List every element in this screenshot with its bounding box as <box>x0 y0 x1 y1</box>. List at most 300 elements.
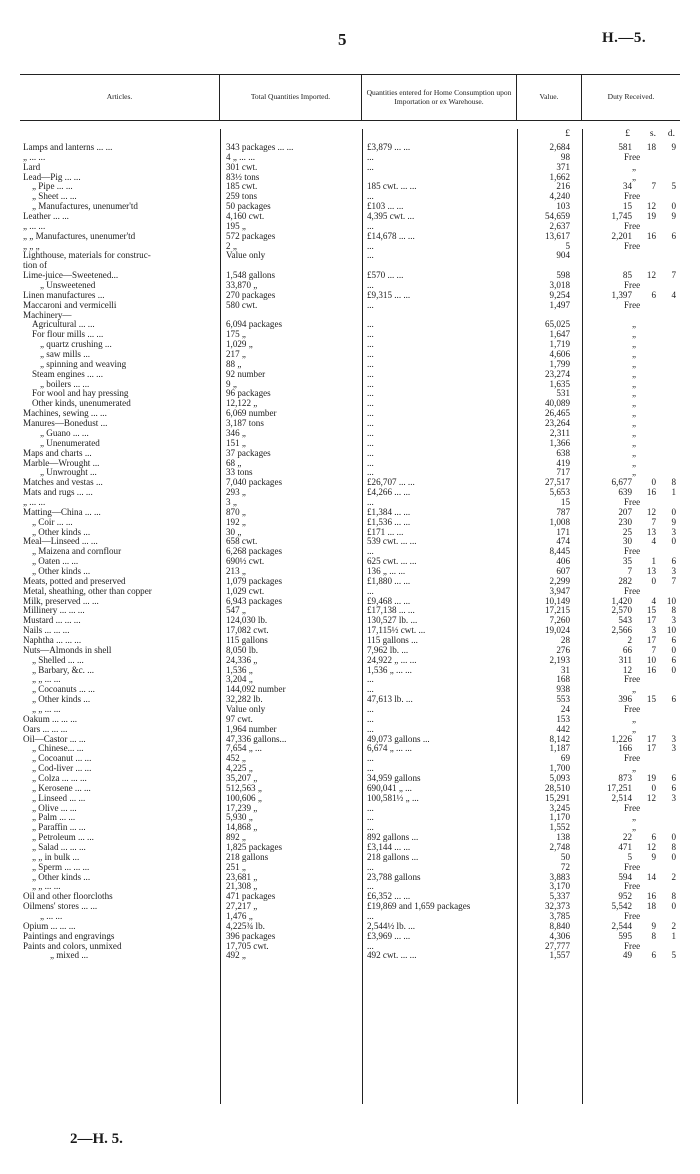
total-quantity-cell: 217 „ <box>226 350 246 360</box>
duty-note: Free <box>624 241 641 251</box>
duty-pence: 2 <box>671 921 676 931</box>
value-cell: 1,647 <box>549 330 570 340</box>
duty-shillings: 6 <box>651 951 656 961</box>
duty-pounds: 15 <box>622 202 632 212</box>
total-quantity-cell: 1,964 number <box>226 724 277 734</box>
home-consumption-cell <box>362 261 517 271</box>
duty-pounds: 66 <box>622 645 632 655</box>
duty-shillings: 15 <box>646 606 656 616</box>
total-quantity-cell: 251 „ <box>226 862 246 872</box>
table-row <box>20 409 680 419</box>
duty-cell <box>582 320 680 330</box>
article-cell: Leather ... ... <box>23 212 69 222</box>
total-quantity-cell: 1,029 „ <box>226 340 253 350</box>
duty-note: „ <box>632 468 637 478</box>
duty-shillings: 0 <box>651 478 656 488</box>
article-cell: „ Other kinds ... <box>32 695 91 705</box>
article-cell: Meal—Linseed ... ... <box>23 537 98 547</box>
duty-pounds: 5 <box>627 852 632 862</box>
duty-cell <box>582 567 680 577</box>
article-cell: „ Other kinds ... <box>32 527 91 537</box>
article-cell: Steam engines ... ... <box>32 369 103 379</box>
duty-pence: 8 <box>671 606 676 616</box>
total-quantity-cell: 259 tons <box>226 192 258 202</box>
article-cell: Oars ... ... ... <box>23 724 68 734</box>
duty-cell <box>582 389 680 399</box>
value-cell: 1,187 <box>549 744 570 754</box>
duty-shillings: 1 <box>651 557 656 567</box>
home-consumption-cell: ... <box>367 685 374 695</box>
duty-cell <box>582 823 680 833</box>
duty-shillings: 9 <box>651 852 656 862</box>
duty-cell <box>582 330 680 340</box>
home-consumption-cell: ... <box>367 162 374 172</box>
duty-pounds: 2,201 <box>611 231 632 241</box>
total-quantity-cell: 218 gallons <box>226 852 269 862</box>
duty-cell <box>582 173 680 183</box>
value-cell: 28,510 <box>544 783 570 793</box>
duty-note: Free <box>624 497 641 507</box>
value-cell: 168 <box>556 675 570 685</box>
duty-cell <box>582 419 680 429</box>
article-cell: „ Petroleum ... ... <box>32 833 94 843</box>
value-cell: 24 <box>560 704 570 714</box>
table-row <box>20 370 680 380</box>
total-quantity-cell: 1,476 „ <box>226 912 253 922</box>
article-cell: „ Palm ... ... <box>32 813 76 823</box>
duty-pence: 3 <box>671 566 676 576</box>
value-cell: 1,557 <box>549 951 570 961</box>
article-cell: Metal, sheathing, other than copper <box>23 586 152 596</box>
value-cell: 717 <box>556 468 570 478</box>
table-row <box>20 518 680 528</box>
total-quantity-cell: 270 packages <box>226 290 276 300</box>
value-cell: 13,617 <box>544 231 570 241</box>
value-cell: 1,497 <box>549 300 570 310</box>
home-consumption-cell: ... <box>367 330 374 340</box>
table-row <box>20 912 680 922</box>
value-cell: 50 <box>560 852 570 862</box>
article-cell: For flour mills ... ... <box>32 330 104 340</box>
duty-pence-unit: d. <box>667 129 675 139</box>
table-row <box>20 606 680 616</box>
table-row <box>20 537 680 547</box>
duty-pounds: 2 <box>627 635 632 645</box>
home-consumption-cell: 49,073 gallons ... <box>367 734 430 744</box>
duty-pounds: 35 <box>622 557 632 567</box>
duty-pence: 0 <box>671 507 676 517</box>
duty-cell <box>582 656 680 666</box>
article-cell: Agricultural ... ... <box>32 320 95 330</box>
table-row <box>20 508 680 518</box>
home-consumption-cell: 218 gallons ... <box>367 852 419 862</box>
duty-pounds: 2,566 <box>611 626 632 636</box>
value-cell: 40,089 <box>544 399 570 409</box>
duty-pounds: 5,542 <box>611 902 632 912</box>
total-quantity-cell: 2 „ <box>226 241 237 251</box>
table-row <box>20 360 680 370</box>
value-cell: 32,373 <box>544 902 570 912</box>
value-cell <box>517 261 582 271</box>
duty-cell <box>582 942 680 952</box>
home-consumption-cell <box>362 311 517 321</box>
duty-note: „ <box>632 813 637 823</box>
home-consumption-cell: £4,266 ... ... <box>367 488 411 498</box>
article-cell: Matches and vestas ... <box>23 478 103 488</box>
value-cell: 23,264 <box>544 419 570 429</box>
table-row <box>20 439 680 449</box>
home-consumption-cell: ... <box>367 764 374 774</box>
header-value: Value. <box>517 75 582 120</box>
value-cell: 153 <box>556 714 570 724</box>
table-row <box>20 784 680 794</box>
total-quantity-cell: 512,563 „ <box>226 783 262 793</box>
table-row <box>20 528 680 538</box>
total-quantity-cell: 3,187 tons <box>226 419 264 429</box>
duty-cell <box>582 547 680 557</box>
duty-pence: 8 <box>671 843 676 853</box>
duty-shillings: 19 <box>646 212 656 222</box>
duty-note: Free <box>624 862 641 872</box>
duty-cell <box>582 459 680 469</box>
duty-note: Free <box>624 281 641 291</box>
value-cell: 2,311 <box>549 428 570 438</box>
table-row <box>20 636 680 646</box>
duty-pounds: 34 <box>622 182 632 192</box>
table-row <box>20 626 680 636</box>
value-cell: 8,445 <box>549 547 570 557</box>
article-cell: „ mixed ... <box>50 951 89 961</box>
table-row <box>20 695 680 705</box>
article-cell: Maccaroni and vermicelli <box>23 300 117 310</box>
duty-cell <box>582 182 680 192</box>
total-quantity-cell: Value only <box>226 251 266 261</box>
article-cell: Oil—Castor ... ... <box>23 734 86 744</box>
value-cell: 938 <box>556 685 570 695</box>
table-row <box>20 873 680 883</box>
header-articles: Articles. <box>20 75 220 120</box>
duty-shillings: 7 <box>651 517 656 527</box>
duty-shillings-unit: s. <box>649 129 656 139</box>
total-quantity-cell: 4,225 „ <box>226 764 253 774</box>
table-row <box>20 675 680 685</box>
value-cell: 1,366 <box>549 438 570 448</box>
home-consumption-cell: 625 cwt. ... ... <box>367 557 417 567</box>
value-cell: 19,024 <box>544 626 570 636</box>
duty-note: „ <box>632 389 637 399</box>
duty-cell <box>582 508 680 518</box>
duty-shillings: 16 <box>646 488 656 498</box>
article-cell: „ ... ... <box>23 152 46 162</box>
duty-cell <box>582 794 680 804</box>
value-cell: 638 <box>556 448 570 458</box>
table-row <box>20 498 680 508</box>
value-cell: 3,883 <box>549 872 570 882</box>
duty-cell <box>582 833 680 843</box>
article-cell: Nuts—Almonds in shell <box>23 645 112 655</box>
home-consumption-cell: ... <box>367 912 374 922</box>
value-cell: 3,018 <box>549 281 570 291</box>
duty-pounds: 543 <box>618 616 632 626</box>
duty-note: Free <box>624 547 641 557</box>
duty-cell <box>582 202 680 212</box>
duty-cell <box>582 735 680 745</box>
article-cell: Lighthouse, materials for construc- <box>23 251 151 261</box>
table-row <box>20 774 680 784</box>
duty-shillings: 3 <box>651 626 656 636</box>
duty-pounds: 166 <box>618 744 632 754</box>
duty-pence: 0 <box>671 665 676 675</box>
duty-pence: 10 <box>666 626 676 636</box>
total-quantity-cell: 27,217 „ <box>226 902 258 912</box>
table-row <box>20 311 680 321</box>
duty-pence: 6 <box>671 783 676 793</box>
table-row <box>20 823 680 833</box>
value-cell: 5,337 <box>549 892 570 902</box>
home-consumption-cell: £6,352 ... ... <box>367 892 411 902</box>
value-cell: 4,240 <box>549 192 570 202</box>
duty-pounds: 12 <box>622 665 632 675</box>
home-consumption-cell: ... <box>367 300 374 310</box>
duty-pounds: 7 <box>627 566 632 576</box>
article-cell: Maps and charts ... <box>23 448 92 458</box>
total-quantity-cell: 30 „ <box>226 527 242 537</box>
home-consumption-cell: 24,922 „ ... ... <box>367 655 417 665</box>
value-cell <box>517 311 582 321</box>
table-row <box>20 202 680 212</box>
home-consumption-cell: 17,115½ cwt. ... <box>367 626 426 636</box>
total-quantity-cell: 12,122 „ <box>226 399 258 409</box>
duty-cell <box>582 912 680 922</box>
total-quantity-cell: 97 cwt. <box>226 714 253 724</box>
duty-pence: 8 <box>671 892 676 902</box>
table-row <box>20 429 680 439</box>
article-cell: „ Unwrought ... <box>40 468 97 478</box>
home-consumption-cell: £3,144 ... ... <box>367 843 411 853</box>
value-cell: 5 <box>565 241 570 251</box>
article-cell: „ quartz crushing ... <box>40 340 112 350</box>
article-cell: „ „ ... ... <box>32 704 61 714</box>
duty-cell <box>582 843 680 853</box>
article-cell: „ Shelled ... ... <box>32 655 84 665</box>
table-row <box>20 656 680 666</box>
duty-shillings: 16 <box>646 892 656 902</box>
total-quantity-cell: 17,082 cwt. <box>226 626 269 636</box>
total-quantity-cell: 9 „ <box>226 379 237 389</box>
home-consumption-cell: ... <box>367 409 374 419</box>
duty-shillings: 6 <box>651 290 656 300</box>
table-row <box>20 488 680 498</box>
duty-cell <box>582 153 680 163</box>
article-cell: „ Sheet ... ... <box>32 192 77 202</box>
duty-cell <box>582 528 680 538</box>
duty-cell <box>582 271 680 281</box>
duty-note: Free <box>624 675 641 685</box>
duty-note: „ <box>632 359 637 369</box>
home-consumption-cell: 539 cwt. ... ... <box>367 537 417 547</box>
total-quantity-cell: 50 packages <box>226 202 271 212</box>
duty-pence: 0 <box>671 645 676 655</box>
value-cell: 31 <box>560 665 570 675</box>
table-row <box>20 281 680 291</box>
duty-shillings: 8 <box>651 931 656 941</box>
duty-pounds: 207 <box>618 507 632 517</box>
home-consumption-cell: ... <box>367 754 374 764</box>
value-cell: 8,142 <box>549 734 570 744</box>
duty-cell <box>582 429 680 439</box>
value-cell: 54,659 <box>544 212 570 222</box>
home-consumption-cell: £1,536 ... ... <box>367 517 411 527</box>
duty-note: „ <box>632 409 637 419</box>
duty-cell <box>582 163 680 173</box>
home-consumption-cell: ... <box>367 448 374 458</box>
duty-cell <box>582 311 680 321</box>
value-cell: 598 <box>556 271 570 281</box>
total-quantity-cell: 68 „ <box>226 458 242 468</box>
duty-note: Free <box>624 941 641 951</box>
duty-pence: 8 <box>671 478 676 488</box>
table-row <box>20 833 680 843</box>
header-total-quantities: Total Quantities Imported. <box>220 75 362 120</box>
duty-pence: 0 <box>671 537 676 547</box>
home-consumption-cell: ... <box>367 379 374 389</box>
article-cell: „ Linseed ... ... <box>32 793 86 803</box>
value-cell: 607 <box>556 566 570 576</box>
article-cell: Paintings and engravings <box>23 931 115 941</box>
duty-pounds: 581 <box>618 143 632 152</box>
table-row <box>20 459 680 469</box>
duty-cell <box>582 715 680 725</box>
table-row <box>20 902 680 912</box>
value-cell: 406 <box>556 557 570 567</box>
duty-pence: 3 <box>671 527 676 537</box>
table-row <box>20 942 680 952</box>
home-consumption-cell: £3,969 ... ... <box>367 931 411 941</box>
duty-pence: 2 <box>671 872 676 882</box>
table-row <box>20 813 680 823</box>
table-row <box>20 744 680 754</box>
page-number: 5 <box>338 30 347 49</box>
home-consumption-cell: £103 ... ... <box>367 202 404 212</box>
value-cell: 1,552 <box>549 823 570 833</box>
duty-shillings: 16 <box>646 665 656 675</box>
duty-cell <box>582 902 680 912</box>
total-quantity-cell: 24,336 „ <box>226 655 258 665</box>
table-row <box>20 251 680 261</box>
duty-cell <box>582 744 680 754</box>
duty-cell <box>582 626 680 636</box>
home-consumption-cell: ... <box>367 547 374 557</box>
duty-note: Free <box>624 300 641 310</box>
article-cell: „ Olive ... ... <box>32 803 77 813</box>
table-row <box>20 182 680 192</box>
home-consumption-cell: £9,468 ... ... <box>367 596 411 606</box>
duty-note: „ <box>632 350 637 360</box>
home-consumption-cell: ... <box>367 192 374 202</box>
duty-shillings: 19 <box>646 774 656 783</box>
duty-pence: 6 <box>671 557 676 567</box>
home-consumption-cell: ... <box>367 320 374 330</box>
total-quantity-cell: 175 „ <box>226 330 246 340</box>
duty-pounds: 17,251 <box>606 783 632 793</box>
value-unit: £ <box>565 129 570 139</box>
total-quantity-cell: 7,654 „ ... <box>226 744 262 754</box>
duty-shillings: 15 <box>646 695 656 705</box>
duty-pence: 4 <box>671 290 676 300</box>
duty-pence: 3 <box>671 744 676 754</box>
table-row <box>20 577 680 587</box>
duty-cell <box>582 695 680 705</box>
home-consumption-cell: 4,395 cwt. ... <box>367 212 415 222</box>
article-cell: „ Barbary, &c. ... <box>32 665 95 675</box>
article-cell: „ Sperm ... ... ... <box>32 862 90 872</box>
total-quantity-cell: 47,336 gallons... <box>226 734 287 744</box>
total-quantity-cell: 4,225¾ lb. <box>226 921 265 931</box>
value-cell: 8,840 <box>549 921 570 931</box>
value-cell: 216 <box>556 182 570 192</box>
table-row <box>20 666 680 676</box>
table-row <box>20 222 680 232</box>
duty-cell <box>582 873 680 883</box>
article-cell: „ Salad ... ... ... <box>32 843 86 853</box>
duty-shillings: 4 <box>651 596 656 606</box>
article-cell: „ Pipe ... ... <box>32 182 73 192</box>
total-quantity-cell: 124,030 lb. <box>226 616 268 626</box>
duty-note: Free <box>624 882 641 892</box>
total-quantity-cell: 88 „ <box>226 359 242 369</box>
article-cell: „ Other kinds ... <box>32 872 91 882</box>
duty-pence: 7 <box>671 576 676 586</box>
duty-note: „ <box>632 714 637 724</box>
duty-pence: 9 <box>671 143 676 152</box>
currency-units-row <box>20 129 680 143</box>
article-cell: Milk, preserved ... ... <box>23 596 99 606</box>
duty-shillings: 7 <box>651 645 656 655</box>
article-cell: For wool and hay pressing <box>32 389 129 399</box>
duty-pounds: 2,570 <box>611 606 632 616</box>
duty-shillings: 0 <box>651 783 656 793</box>
home-consumption-cell: 6,674 „ ... ... <box>367 744 412 754</box>
table-row <box>20 547 680 557</box>
table-row <box>20 951 680 961</box>
table-row <box>20 616 680 626</box>
total-quantity-cell: Value only <box>226 704 266 714</box>
total-quantity-cell: 6,943 packages <box>226 596 283 606</box>
article-cell: Lamps and lanterns ... ... <box>23 143 113 152</box>
total-quantity-cell: 115 gallons <box>226 635 268 645</box>
duty-note: „ <box>632 458 637 468</box>
duty-pence: 1 <box>671 488 676 498</box>
home-consumption-cell: ... <box>367 823 374 833</box>
value-cell: 531 <box>556 389 570 399</box>
table-row <box>20 330 680 340</box>
value-cell: 7,260 <box>549 616 570 626</box>
duty-shillings: 13 <box>646 566 656 576</box>
duty-cell <box>582 951 680 961</box>
duty-shillings: 13 <box>646 527 656 537</box>
article-cell: „ Unenumerated <box>40 438 100 448</box>
duty-note: „ <box>632 419 637 429</box>
value-cell: 72 <box>560 862 570 872</box>
home-consumption-cell: ... <box>367 251 374 261</box>
duty-pence: 6 <box>671 774 676 783</box>
home-consumption-cell: 34,959 gallons <box>367 774 421 783</box>
duty-cell <box>582 301 680 311</box>
duty-pence: 6 <box>671 231 676 241</box>
duty-pounds-unit: £ <box>625 129 630 139</box>
home-consumption-cell: 1,536 „ ... ... <box>367 665 412 675</box>
duty-pounds: 230 <box>618 517 632 527</box>
